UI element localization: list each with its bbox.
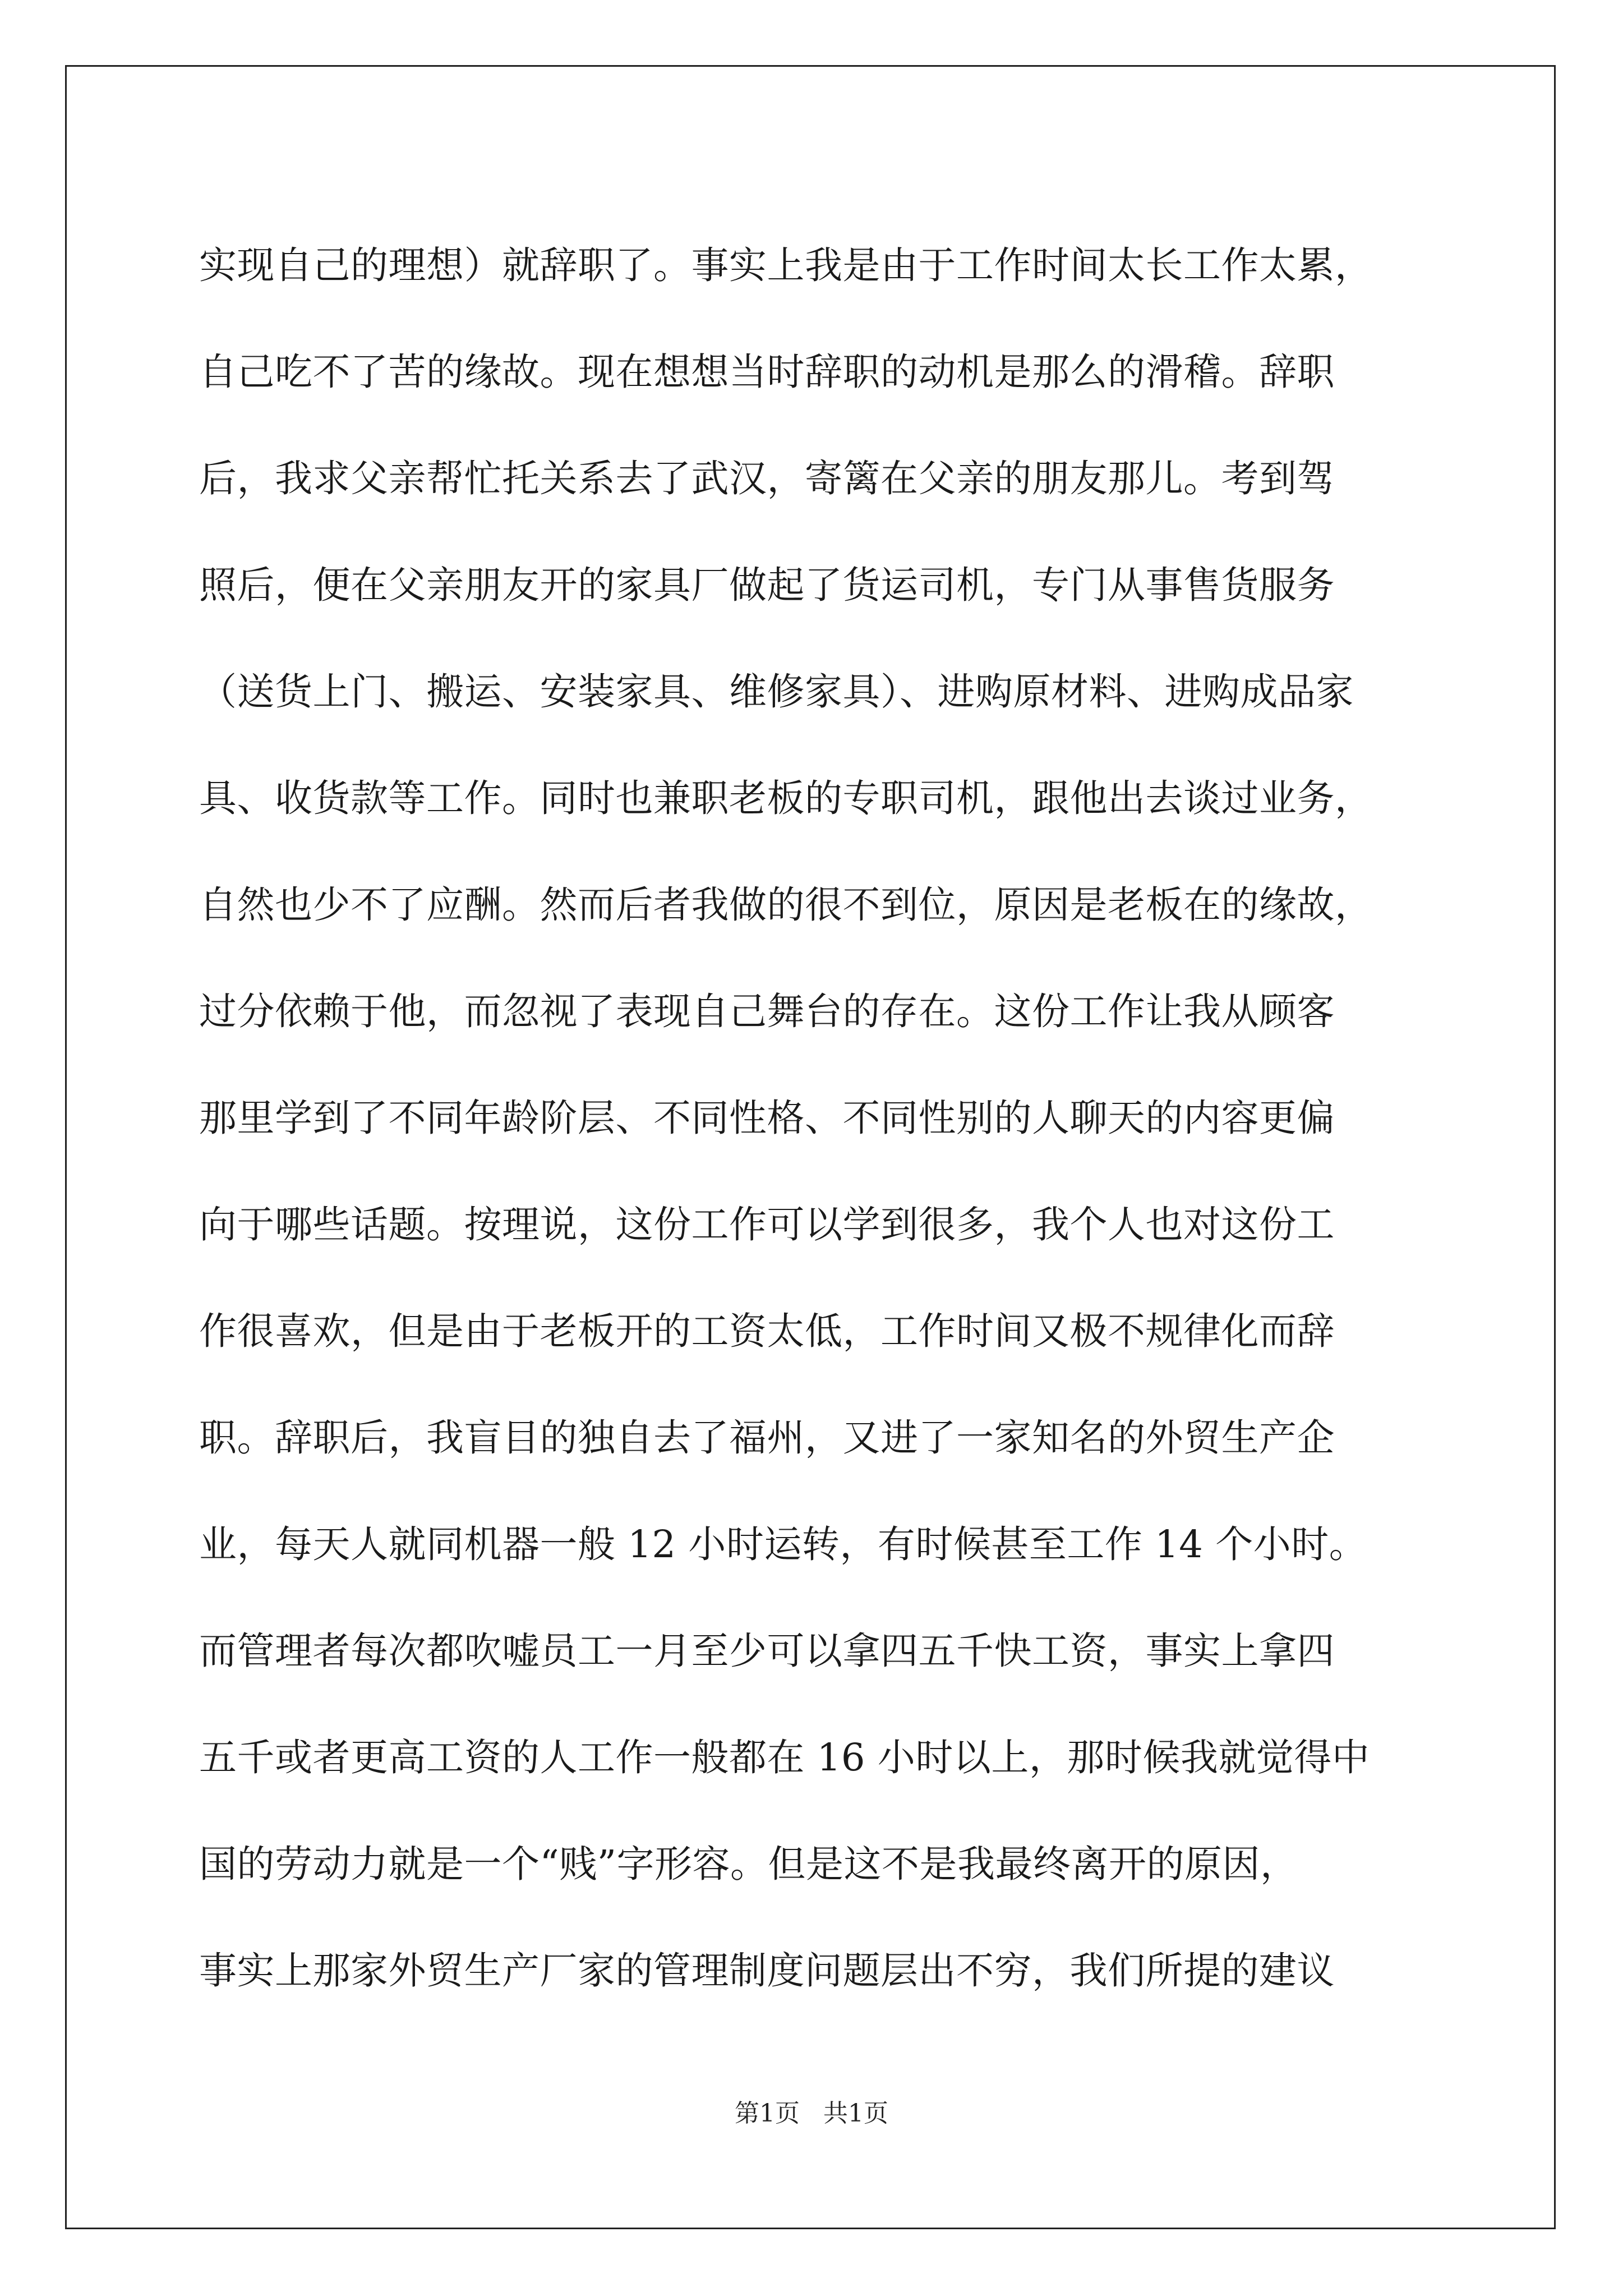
text-line-11: 作很喜欢，但是由于老板开的工资太低，工作时间又极不规律化而辞 — [199, 1309, 1335, 1353]
text-line-10: 向于哪些话题。按理说，这份工作可以学到很多，我个人也对这份工 — [199, 1203, 1335, 1246]
text-line-9: 那里学到了不同年龄阶层、不同性格、不同性别的人聊天的内容更偏 — [199, 1096, 1335, 1140]
text-line-7: 自然也少不了应酬。然而后者我做的很不到位，原因是老板在的缘故， — [199, 883, 1373, 927]
page-number-footer: 第1页 共1页 — [735, 2099, 888, 2128]
text-line-15: 五千或者更高工资的人工作一般都在 16 小时以上，那时候我就觉得中 — [199, 1736, 1370, 1779]
text-line-5: （送货上门、搬运、安装家具、维修家具）、进购原材料、进购成品家 — [199, 670, 1354, 714]
text-line-14: 而管理者每次都吹嘘员工一月至少可以拿四五千快工资，事实上拿四 — [199, 1629, 1335, 1673]
text-line-2: 自己吃不了苦的缘故。现在想想当时辞职的动机是那么的滑稽。辞职 — [199, 350, 1335, 394]
text-line-4: 照后，便在父亲朋友开的家具厂做起了货运司机，专门从事售货服务 — [199, 563, 1335, 607]
text-line-12: 职。辞职后，我盲目的独自去了福州，又进了一家知名的外贸生产企 — [199, 1416, 1335, 1460]
text-line-3: 后，我求父亲帮忙托关系去了武汉，寄篱在父亲的朋友那儿。考到驾 — [199, 457, 1335, 500]
text-line-1: 实现自己的理想）就辞职了。事实上我是由于工作时间太长工作太累， — [199, 243, 1373, 287]
text-line-8: 过分依赖于他，而忽视了表现自己舞台的存在。这份工作让我从顾客 — [199, 990, 1335, 1033]
text-line-6: 具、收货款等工作。同时也兼职老板的专职司机，跟他出去谈过业务， — [199, 776, 1373, 820]
document-body — [199, 212, 1455, 2024]
text-line-16: 国的劳动力就是一个“贱”字形容。但是这不是我最终离开的原因， — [199, 1842, 1298, 1886]
text-line-13: 业，每天人就同机器一般 12 小时运转，有时候甚至工作 14 个小时。 — [199, 1522, 1367, 1566]
text-line-17: 事实上那家外贸生产厂家的管理制度问题层出不穷，我们所提的建议 — [199, 1949, 1335, 1993]
